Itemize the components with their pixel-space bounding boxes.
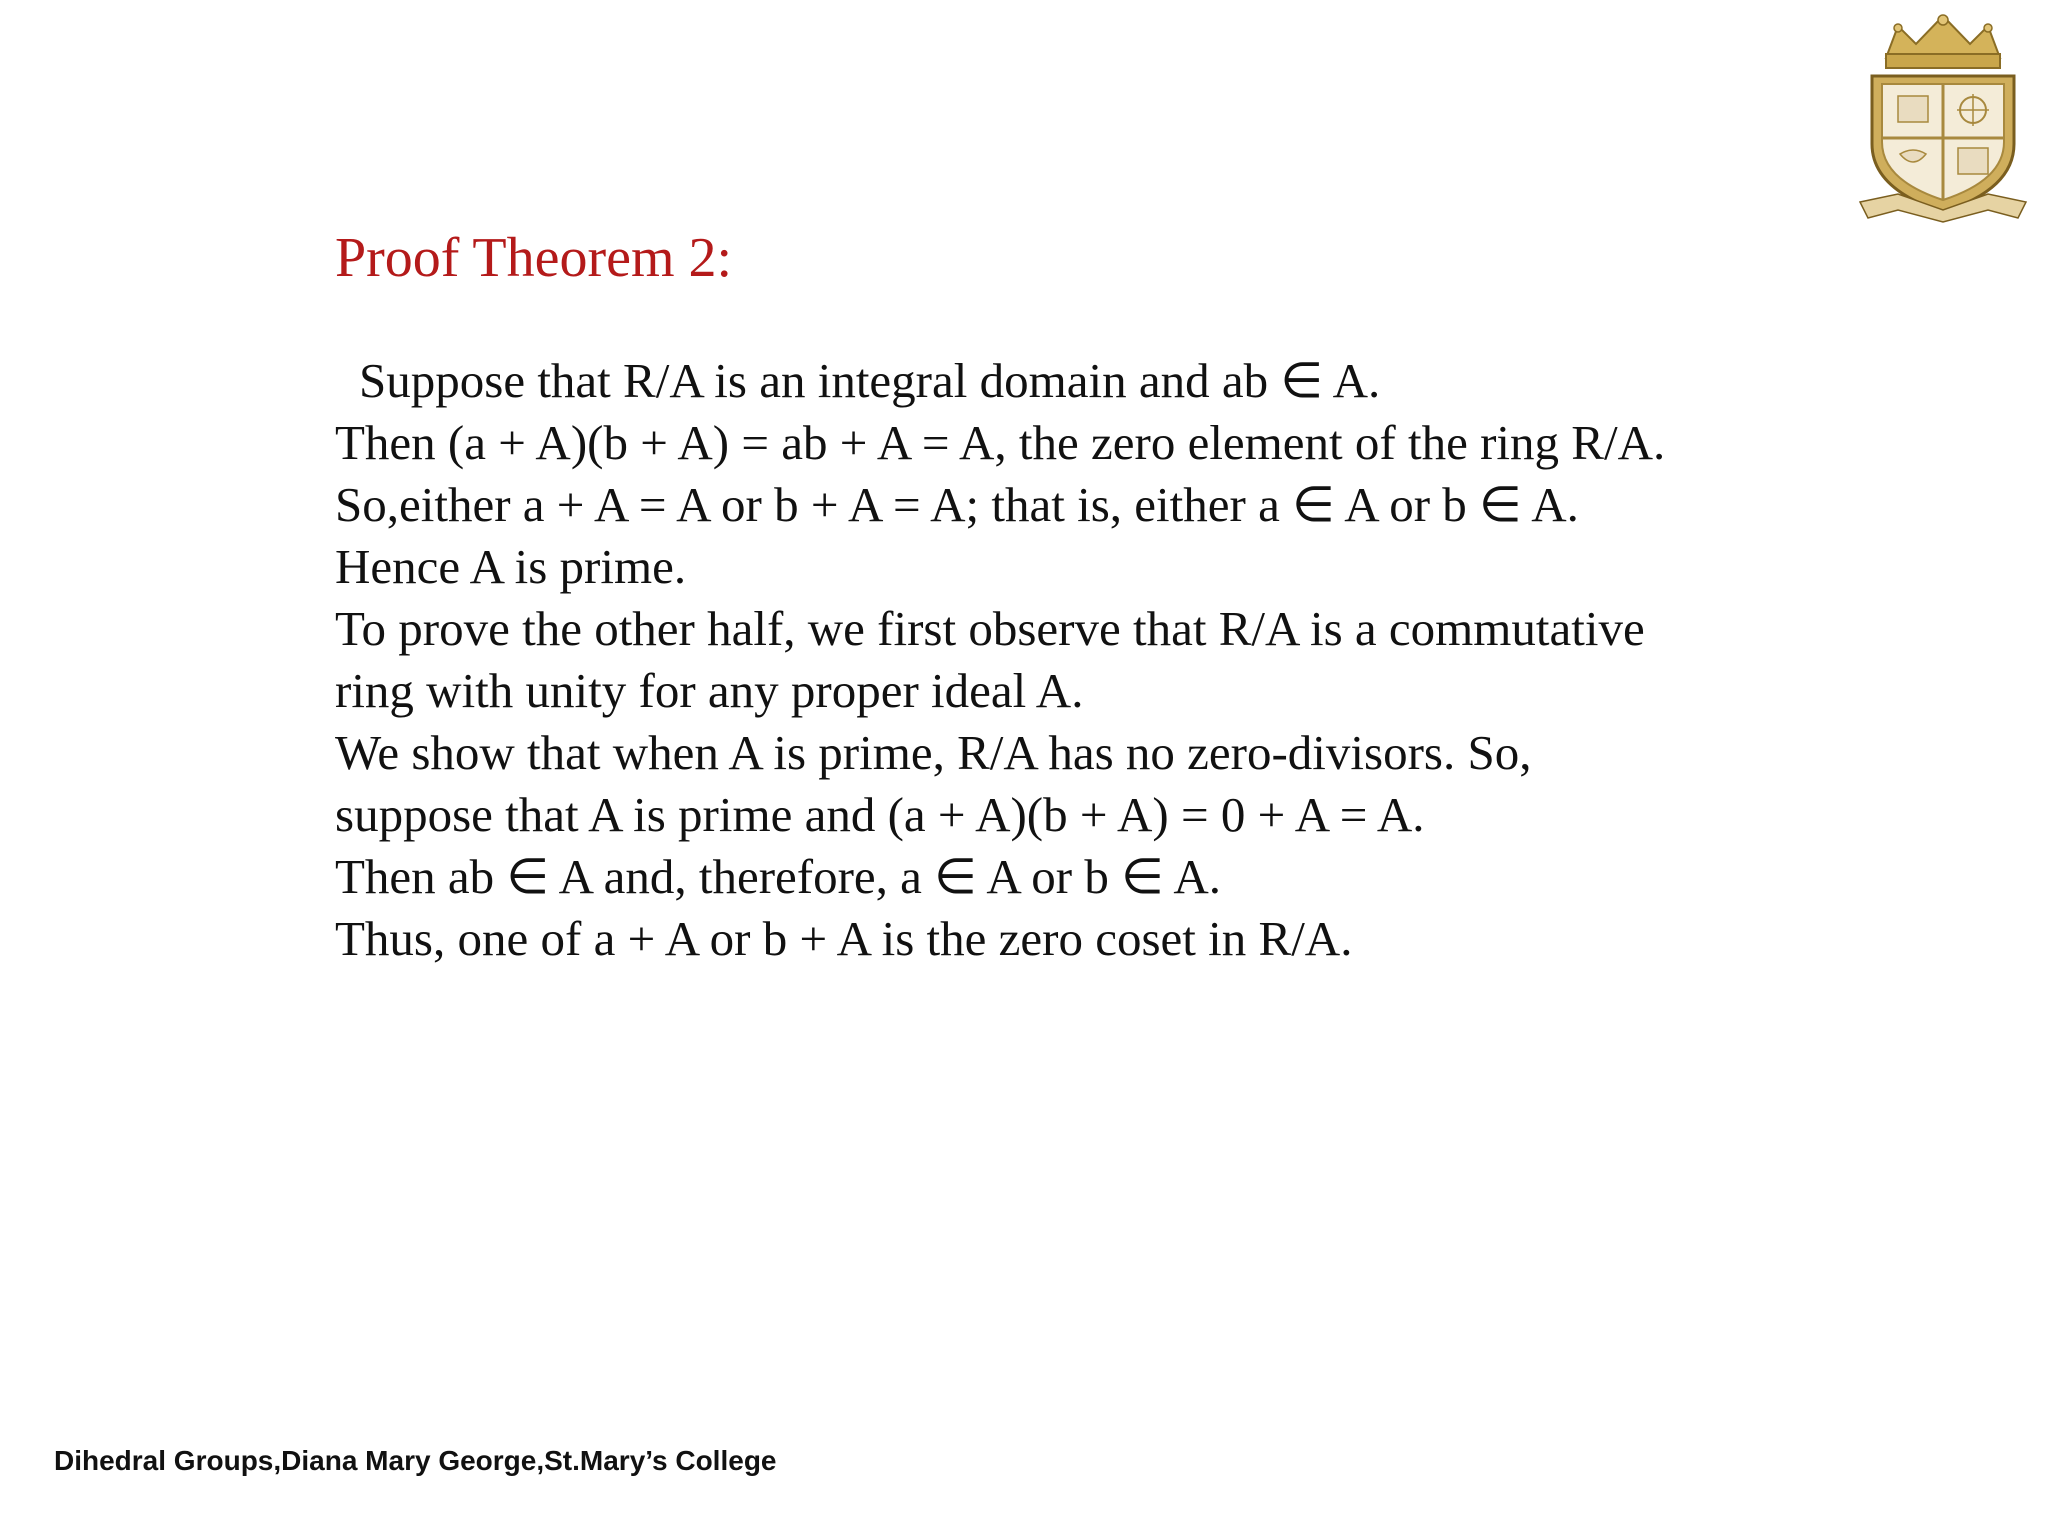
slide-footer: Dihedral Groups,Diana Mary George,St.Mary’s College	[54, 1445, 777, 1476]
proof-line: suppose that A is prime and (a + A)(b + A) = 0 + A = A.	[335, 787, 1425, 842]
proof-line: ring with unity for any proper ideal A.	[335, 663, 1084, 718]
proof-line: Suppose that R/A is an integral domain and ab ∈ A.	[359, 353, 1381, 408]
proof-line: Then ab ∈ A and, therefore, a ∈ A or b ∈ A.	[335, 849, 1221, 904]
proof-line: Thus, one of a + A or b + A is the zero coset in R/A.	[335, 911, 1353, 966]
proof-body	[335, 350, 1785, 970]
slide-title: Proof Theorem 2:	[335, 227, 733, 289]
proof-line: Then (a + A)(b + A) = ab + A = A, the zero element of the ring R/A.	[335, 415, 1666, 470]
proof-line: So,either a + A = A or b + A = A; that is, either a ∈ A or b ∈ A.	[335, 477, 1579, 532]
college-crest-icon	[1858, 14, 2028, 224]
proof-line: We show that when A is prime, R/A has no zero-divisors. So,	[335, 725, 1532, 780]
proof-line: Hence A is prime.	[335, 539, 687, 594]
proof-line: To prove the other half, we first observe that R/A is a commutative	[335, 601, 1645, 656]
